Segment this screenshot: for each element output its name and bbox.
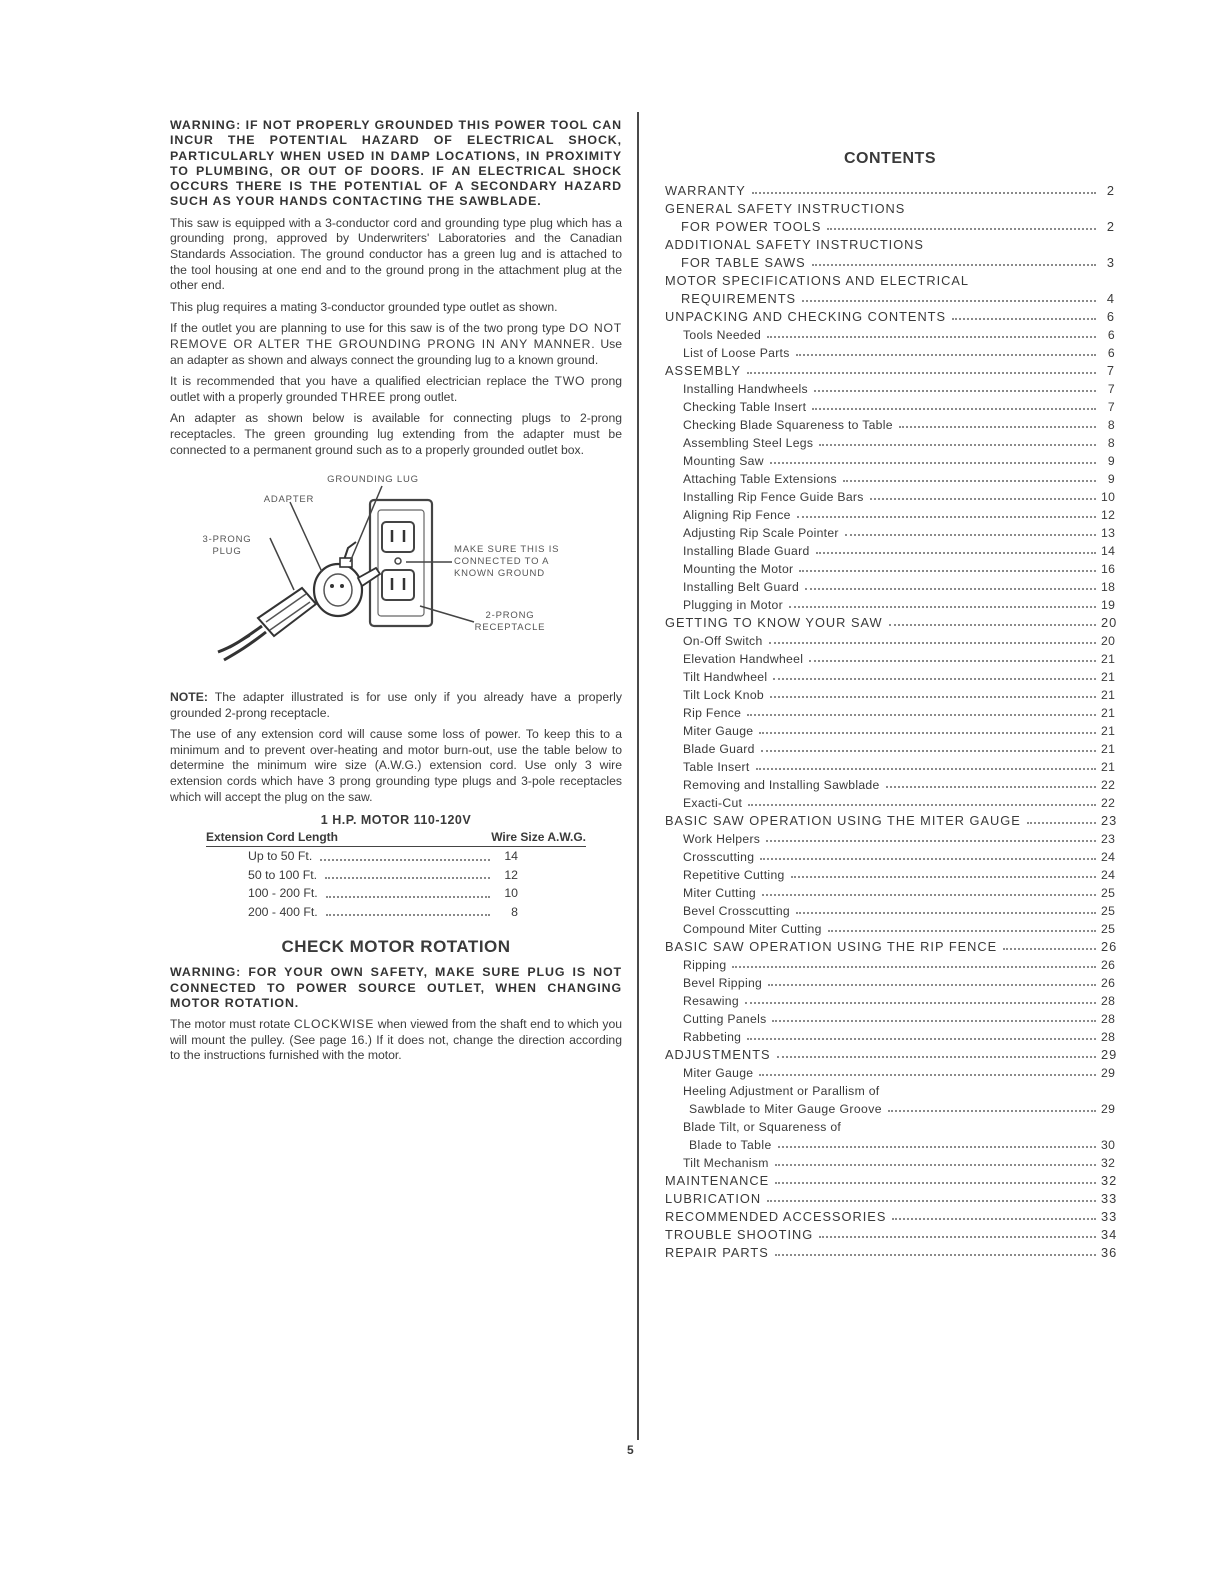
toc-item-page: 32 xyxy=(1101,1156,1116,1170)
toc-item-title: Assembling Steel Legs xyxy=(683,436,814,450)
toc-item-page: 33 xyxy=(1101,1209,1118,1224)
toc-item-page: 9 xyxy=(1107,472,1115,486)
receptacle-label: 2-PRONG RECEPTACLE xyxy=(474,610,546,634)
toc-item-page: 4 xyxy=(1106,291,1115,306)
toc-item-page: 29 xyxy=(1101,1047,1118,1062)
toc-item-title: Ripping xyxy=(683,958,727,972)
column-divider xyxy=(637,112,639,1440)
toc-item xyxy=(665,1080,1115,1098)
toc-item-page: 18 xyxy=(1101,580,1116,594)
toc-item xyxy=(665,1098,1115,1116)
toc-item xyxy=(665,864,1115,882)
toc-item xyxy=(665,1152,1115,1170)
toc-item-page: 20 xyxy=(1101,615,1118,630)
toc-item-title: Removing and Installing Sawblade xyxy=(683,778,880,792)
toc-item-page: 22 xyxy=(1101,778,1116,792)
toc-item-title: Bevel Crosscutting xyxy=(683,904,791,918)
wire-size: 8 xyxy=(511,904,518,919)
page-number: 5 xyxy=(627,1443,634,1457)
toc-item-page: 7 xyxy=(1107,400,1115,414)
toc-item xyxy=(665,738,1115,756)
toc-item-title: MOTOR SPECIFICATIONS AND ELECTRICAL xyxy=(665,273,970,288)
toc-item xyxy=(665,936,1118,954)
toc-item-title: Adjusting Rip Scale Pointer xyxy=(683,526,839,540)
rotation-text-a: The motor must rotate xyxy=(170,1017,291,1032)
adapter-description: An adapter as shown below is available for connecting plugs to 2-prong receptacles. The green grounding lug extending from the adapter must be connected to a permanent ground such as to a properly grounded outlet box. xyxy=(170,411,622,457)
toc-item-title: Tilt Handwheel xyxy=(683,670,768,684)
toc-item xyxy=(665,486,1115,504)
toc-item-page: 32 xyxy=(1101,1173,1118,1188)
toc-item-title: Plugging in Motor xyxy=(683,598,783,612)
toc-item-title: On-Off Switch xyxy=(683,634,763,648)
toc-item-title: Bevel Ripping xyxy=(683,976,763,990)
rotation-instructions xyxy=(170,1017,622,1064)
toc-item xyxy=(665,882,1115,900)
toc-item xyxy=(665,342,1115,360)
electrician-text-b: prong outlet with a properly grounded xyxy=(170,374,622,404)
toc-item-title: Rabbeting xyxy=(683,1030,742,1044)
toc-item xyxy=(665,1044,1118,1062)
two-prong-caps: DO NOT REMOVE OR ALTER THE GROUNDING PRONG IN ANY MANNER. xyxy=(170,321,622,351)
table-of-contents xyxy=(665,180,1118,1260)
table-row xyxy=(248,847,518,866)
toc-item-title: Compound Miter Cutting xyxy=(683,922,822,936)
adapter-diagram xyxy=(170,470,622,680)
rotation-clockwise: CLOCKWISE xyxy=(293,1017,375,1032)
toc-item xyxy=(665,558,1115,576)
note-label: NOTE: xyxy=(170,690,208,705)
toc-item xyxy=(665,972,1115,990)
toc-item-title: Tools Needed xyxy=(683,328,762,342)
toc-item-page: 24 xyxy=(1101,850,1116,864)
toc-item-page: 30 xyxy=(1101,1138,1116,1152)
toc-item xyxy=(665,900,1115,918)
toc-item-title: List of Loose Parts xyxy=(683,346,790,360)
toc-item-title: Rip Fence xyxy=(683,706,742,720)
toc-item-title: Blade Tilt, or Squareness of xyxy=(683,1120,842,1134)
toc-item-title: REPAIR PARTS xyxy=(665,1245,769,1260)
toc-item xyxy=(665,234,1115,252)
cord-description: This saw is equipped with a 3-conductor cord and grounding type plug which has a grounding prong, approved by Underwriters' Laboratories and the Canadian Standards Association. The ground conductor has a green lug and is attached to the tool housing at one end and to the ground prong in the attachment plug at the other end. xyxy=(170,215,622,293)
toc-item xyxy=(665,1026,1115,1044)
toc-item-title: BASIC SAW OPERATION USING THE MITER GAUGE xyxy=(665,813,1021,828)
toc-item-page: 6 xyxy=(1107,328,1115,342)
toc-item-title: Miter Cutting xyxy=(683,886,756,900)
toc-item xyxy=(665,774,1115,792)
toc-item xyxy=(665,1062,1115,1080)
toc-item-page: 21 xyxy=(1101,670,1116,684)
toc-item-title: Exacti-Cut xyxy=(683,796,743,810)
toc-item-title: Miter Gauge xyxy=(683,724,754,738)
toc-item-title: Checking Table Insert xyxy=(683,400,807,414)
two-prong-text-b: Use an adapter as shown and always connect the grounding lug to a known ground. xyxy=(170,336,622,367)
cord-length: 50 to 100 Ft. xyxy=(248,867,318,882)
toc-item xyxy=(665,306,1115,324)
toc-item-page: 8 xyxy=(1107,436,1115,450)
toc-item-page: 20 xyxy=(1101,634,1116,648)
electrician-three: THREE xyxy=(340,389,387,404)
toc-item xyxy=(665,990,1115,1008)
toc-item-page: 16 xyxy=(1101,562,1116,576)
toc-item-title: Installing Belt Guard xyxy=(683,580,800,594)
make-sure-label: MAKE SURE THIS IS CONNECTED TO A KNOWN GROUND xyxy=(454,544,560,580)
toc-item-page: 23 xyxy=(1101,813,1118,828)
toc-item-title: Aligning Rip Fence xyxy=(683,508,791,522)
electrician-text-c: prong outlet. xyxy=(389,389,458,404)
toc-item xyxy=(665,522,1115,540)
grounding-lug-label: GROUNDING LUG xyxy=(327,474,419,486)
electrician-two: TWO xyxy=(554,374,586,389)
toc-item xyxy=(665,918,1115,936)
toc-item-page: 26 xyxy=(1101,958,1116,972)
toc-item xyxy=(665,414,1115,432)
toc-item-page: 6 xyxy=(1107,346,1115,360)
toc-item xyxy=(665,612,1118,630)
toc-item-page: 24 xyxy=(1101,868,1116,882)
toc-item-page: 22 xyxy=(1101,796,1116,810)
toc-item xyxy=(665,504,1115,522)
toc-item-page: 29 xyxy=(1101,1102,1116,1116)
toc-item-page: 28 xyxy=(1101,1012,1116,1026)
extension-cord-paragraph: The use of any extension cord will cause some loss of power. To keep this to a minimum and to prevent over-heating and motor burn-out, use the table below to determine the minimum wire size (A.W.G.) extension cord. Use only 3 wire extension cords which have 3 prong grounding type plugs and 3-pole receptacles which will accept the plug on the saw. xyxy=(170,727,622,804)
toc-item xyxy=(665,666,1115,684)
rotation-warning: WARNING: FOR YOUR OWN SAFETY, MAKE SURE PLUG IS NOT CONNECTED TO POWER SOURCE OUTLET, WHEN CHANGING MOTOR ROTATION. xyxy=(170,965,622,1010)
col-length-header: Extension Cord Length xyxy=(206,830,338,845)
rotation-text-b: when viewed from the shaft end to which you will mount the pulley. (See page 16.) If it does not, change the direction according to the instructions furnished with the motor. xyxy=(170,1017,622,1063)
toc-item-page: 21 xyxy=(1101,706,1116,720)
toc-item xyxy=(665,288,1115,306)
toc-item-title: FOR POWER TOOLS xyxy=(681,219,822,234)
toc-item-page: 19 xyxy=(1101,598,1116,612)
toc-item-title: RECOMMENDED ACCESSORIES xyxy=(665,1209,887,1224)
toc-item-title: WARRANTY xyxy=(665,183,746,198)
toc-item-title: Installing Handwheels xyxy=(683,382,808,396)
toc-item-page: 21 xyxy=(1101,742,1116,756)
cord-length: Up to 50 Ft. xyxy=(248,849,313,864)
toc-item-title: Table Insert xyxy=(683,760,750,774)
col-wire-header: Wire Size A.W.G. xyxy=(491,830,586,845)
toc-item-page: 14 xyxy=(1101,544,1116,558)
toc-item xyxy=(665,1116,1115,1134)
toc-item-title: BASIC SAW OPERATION USING THE RIP FENCE xyxy=(665,939,998,954)
toc-item-page: 36 xyxy=(1101,1245,1118,1260)
two-prong-instruction xyxy=(170,321,622,368)
toc-item xyxy=(665,1206,1118,1224)
toc-item-page: 8 xyxy=(1107,418,1115,432)
toc-item xyxy=(665,252,1115,270)
electrician-recommendation xyxy=(170,374,622,405)
toc-item xyxy=(665,702,1115,720)
toc-item-page: 25 xyxy=(1101,886,1116,900)
toc-item-title: Elevation Handwheel xyxy=(683,652,804,666)
toc-item-page: 6 xyxy=(1106,309,1115,324)
check-rotation-title: CHECK MOTOR ROTATION xyxy=(281,937,511,957)
two-prong-text-a: If the outlet you are planning to use for this saw is of the two prong type xyxy=(170,321,566,336)
toc-item xyxy=(665,432,1115,450)
toc-item-page: 28 xyxy=(1101,994,1116,1008)
toc-item xyxy=(665,1224,1118,1242)
table-row xyxy=(248,866,518,885)
toc-item-title: Blade to Table xyxy=(689,1138,772,1152)
toc-item-title: Installing Rip Fence Guide Bars xyxy=(683,490,864,504)
toc-item-page: 21 xyxy=(1101,652,1116,666)
toc-item xyxy=(665,828,1115,846)
toc-item xyxy=(665,324,1115,342)
toc-item xyxy=(665,720,1115,738)
cord-length: 100 - 200 Ft. xyxy=(248,886,318,901)
toc-item xyxy=(665,756,1115,774)
toc-item xyxy=(665,180,1115,198)
toc-item xyxy=(665,684,1115,702)
left-column xyxy=(170,118,622,1070)
table-row xyxy=(248,884,518,903)
toc-item-title: Blade Guard xyxy=(683,742,755,756)
wire-size: 14 xyxy=(504,849,518,864)
toc-item-title: ASSEMBLY xyxy=(665,363,742,378)
contents-column xyxy=(665,150,1118,1260)
toc-item xyxy=(665,270,1115,288)
toc-item-title: ADDITIONAL SAFETY INSTRUCTIONS xyxy=(665,237,924,252)
toc-item-title: Checking Blade Squareness to Table xyxy=(683,418,893,432)
toc-item xyxy=(665,954,1115,972)
wire-size: 12 xyxy=(504,867,518,882)
toc-item-title: Cutting Panels xyxy=(683,1012,767,1026)
adapter-label: ADAPTER xyxy=(263,494,315,506)
toc-item xyxy=(665,1008,1115,1026)
plug-3prong-label: 3-PRONG PLUG xyxy=(202,534,252,558)
toc-item xyxy=(665,1188,1118,1206)
toc-item-title: Resawing xyxy=(683,994,739,1008)
toc-item-title: LUBRICATION xyxy=(665,1191,762,1206)
toc-item-title: Miter Gauge xyxy=(683,1066,754,1080)
toc-item-title: Repetitive Cutting xyxy=(683,868,785,882)
toc-item xyxy=(665,810,1118,828)
toc-item xyxy=(665,216,1115,234)
toc-item xyxy=(665,648,1115,666)
toc-item-page: 25 xyxy=(1101,922,1116,936)
toc-item-title: GETTING TO KNOW YOUR SAW xyxy=(665,615,883,630)
toc-item xyxy=(665,1242,1118,1260)
toc-item-title: Installing Blade Guard xyxy=(683,544,810,558)
toc-item-title: Mounting Saw xyxy=(683,454,764,468)
toc-item xyxy=(665,396,1115,414)
toc-item-page: 33 xyxy=(1101,1191,1118,1206)
toc-item xyxy=(665,576,1115,594)
toc-item-page: 2 xyxy=(1106,183,1115,198)
toc-item-title: UNPACKING AND CHECKING CONTENTS xyxy=(665,309,947,324)
toc-item-title: Crosscutting xyxy=(683,850,755,864)
plug-requirement: This plug requires a mating 3-conductor grounded type outlet as shown. xyxy=(170,299,558,314)
toc-item-page: 10 xyxy=(1101,490,1116,504)
adapter-note xyxy=(170,690,622,721)
motor-table-title: 1 H.P. MOTOR 110-120V xyxy=(320,813,472,828)
toc-item-title: Tilt Lock Knob xyxy=(683,688,764,702)
toc-item-page: 7 xyxy=(1107,382,1115,396)
toc-item-title: Mounting the Motor xyxy=(683,562,794,576)
motor-table-header xyxy=(206,830,586,847)
contents-title: CONTENTS xyxy=(844,150,936,167)
toc-item-page: 29 xyxy=(1101,1066,1116,1080)
toc-item-title: Work Helpers xyxy=(683,832,761,846)
toc-item xyxy=(665,198,1115,216)
toc-item-page: 23 xyxy=(1101,832,1116,846)
toc-item-page: 12 xyxy=(1101,508,1116,522)
toc-item-page: 26 xyxy=(1101,976,1116,990)
toc-item-title: Tilt Mechanism xyxy=(683,1156,769,1170)
toc-item-title: TROUBLE SHOOTING xyxy=(665,1227,814,1242)
toc-item xyxy=(665,468,1115,486)
toc-item-title: GENERAL SAFETY INSTRUCTIONS xyxy=(665,201,906,216)
toc-item-page: 9 xyxy=(1107,454,1115,468)
toc-item xyxy=(665,792,1115,810)
toc-item-page: 13 xyxy=(1101,526,1116,540)
toc-item-page: 3 xyxy=(1106,255,1115,270)
toc-item-page: 25 xyxy=(1101,904,1116,918)
toc-item xyxy=(665,846,1115,864)
motor-table xyxy=(170,813,622,921)
toc-item xyxy=(665,630,1115,648)
toc-item-title: Sawblade to Miter Gauge Groove xyxy=(689,1102,882,1116)
toc-item xyxy=(665,360,1115,378)
toc-item-page: 7 xyxy=(1106,363,1115,378)
toc-item xyxy=(665,450,1115,468)
toc-item xyxy=(665,1134,1115,1152)
table-row xyxy=(248,903,518,922)
grounding-warning: WARNING: IF NOT PROPERLY GROUNDED THIS POWER TOOL CAN INCUR THE POTENTIAL HAZARD OF ELECTRICAL SHOCK, PARTICULARLY WHEN USED IN DAMP LOCATIONS, IN PROXIMITY TO PLUMBING, OR OUT OF DOORS. IF AN ELECTRICAL SHOCK OCCURS THERE IS THE POTENTIAL OF A SECONDARY HAZARD SUCH AS YOUR HANDS CONTACTING THE SAWBLADE. xyxy=(170,118,622,209)
toc-item-title: MAINTENANCE xyxy=(665,1173,770,1188)
toc-item xyxy=(665,1170,1118,1188)
toc-item-page: 28 xyxy=(1101,1030,1116,1044)
toc-item-page: 2 xyxy=(1106,219,1115,234)
toc-item-title: Attaching Table Extensions xyxy=(683,472,837,486)
toc-item xyxy=(665,378,1115,396)
toc-item xyxy=(665,594,1115,612)
toc-item-page: 21 xyxy=(1101,724,1116,738)
cord-length: 200 - 400 Ft. xyxy=(248,904,318,919)
wire-size: 10 xyxy=(504,886,518,901)
toc-item xyxy=(665,540,1115,558)
toc-item-page: 34 xyxy=(1101,1227,1118,1242)
electrician-text-a: It is recommended that you have a qualified electrician replace the xyxy=(170,374,549,389)
toc-item-page: 21 xyxy=(1101,688,1116,702)
toc-item-title: ADJUSTMENTS xyxy=(665,1047,771,1062)
toc-item-title: FOR TABLE SAWS xyxy=(681,255,806,270)
toc-item-page: 21 xyxy=(1101,760,1116,774)
toc-item-page: 26 xyxy=(1101,939,1118,954)
toc-item-title: REQUIREMENTS xyxy=(681,291,797,306)
note-text: The adapter illustrated is for use only if you already have a properly grounded 2-prong receptacle. xyxy=(170,690,622,720)
toc-item-title: Heeling Adjustment or Parallism of xyxy=(683,1084,880,1098)
